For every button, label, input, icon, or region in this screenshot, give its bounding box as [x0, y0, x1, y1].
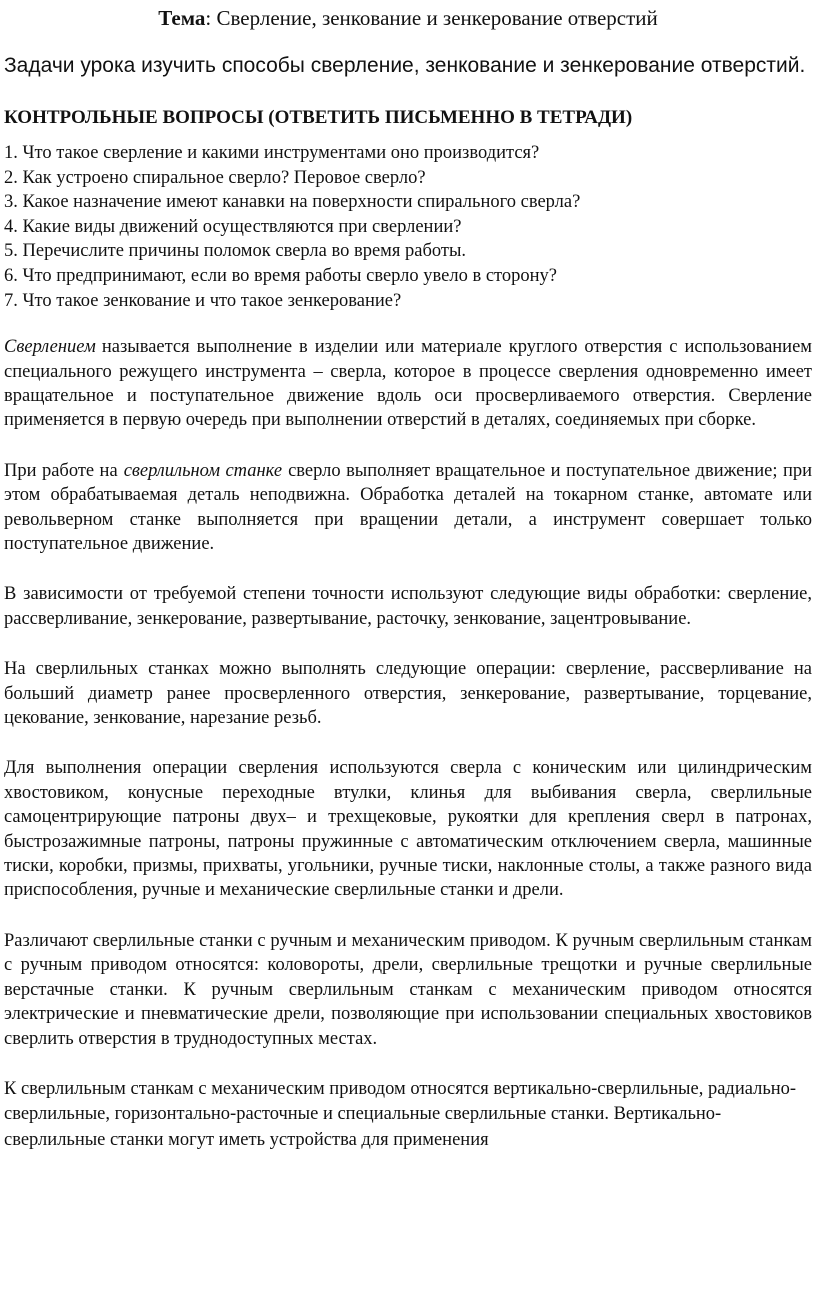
document-page	[0, 4, 816, 1294]
paragraph-mechanical-machines: К сверлильным станкам с механическим приводом относятся вертикально-сверлильные, радиально-сверлильные, горизонтально-расточные и специальные сверлильные станки. Вертикально-сверлильные станки могут иметь устройства для применения	[4, 1078, 797, 1150]
questions-list	[4, 141, 812, 313]
title-text: Сверление, зенкование и зенкерование отверстий	[216, 6, 658, 30]
paragraph-text: называется выполнение в изделии или материале круглого отверстия с использованием специального режущего инструмента – сверла, которое в процессе сверления одновременно имеет вращательное и поступательное движение вдоль оси просверливаемого отверстия. Сверление применяется в первую очередь при выполнении отверстий в деталях, соединяемых при сборке.	[4, 337, 812, 431]
term-drilling-machine: сверлильном станке	[123, 460, 283, 481]
questions-heading: КОНТРОЛЬНЫЕ ВОПРОСЫ (ОТВЕТИТЬ ПИСЬМЕННО В ТЕТРАДИ)	[4, 107, 633, 128]
question-item: 5. Перечислите причины поломок сверла во время работы.	[4, 241, 467, 262]
title-separator: :	[205, 6, 217, 30]
question-item: 6. Что предпринимают, если во время работы сверло увело в сторону?	[4, 265, 557, 286]
paragraph-drilling-machine	[4, 459, 812, 557]
paragraph-drilling-definition	[4, 335, 812, 433]
question-item: 1. Что такое сверление и какими инструментами оно производится?	[4, 143, 540, 163]
paragraph-text: сверло выполняет вращательное и поступательное движение; при этом обрабатываемая деталь неподвижна. Обработка деталей на токарном станке, автомате или револьверном станке выполняется при вращении детали, а инструмент совершает только поступательное движение.	[4, 460, 812, 554]
title-label: Тема	[158, 6, 206, 30]
lesson-tasks: Задачи урока изучить способы сверление, зенкование и зенкерование отверстий.	[4, 54, 806, 77]
paragraph-operations: На сверлильных станках можно выполнять следующие операции: сверление, рассверливание на больший диаметр ранее просверленного отверстия, зенкерование, развертывание, торцевание, цекование, зенкование, нарезание резьб.	[4, 659, 812, 729]
paragraph-manual-machines: Различают сверлильные станки с ручным и механическим приводом. К ручным сверлильным станкам с ручным приводом относятся: коловороты, дрели, сверлильные трещотки и ручные сверлильные верстачные станки. К ручным сверлильным станкам с механическим приводом относятся электрические и пневматические дрели, позволяющие при использовании специальных хвостовиков сверлить отверстия в труднодоступных местах.	[4, 930, 812, 1049]
question-item: 2. Как устроено спиральное сверло? Перовое сверло?	[4, 167, 426, 188]
paragraph-text: При работе на	[4, 460, 118, 481]
question-item: 4. Какие виды движений осуществляются при сверлении?	[4, 216, 462, 237]
question-item: 3. Какое назначение имеют канавки на поверхности спирального сверла?	[4, 192, 581, 213]
term-drilling: Сверлением	[4, 337, 96, 358]
page-title	[4, 4, 812, 32]
paragraph-processing-types: В зависимости от требуемой степени точности используют следующие виды обработки: сверление, рассверливание, зенкерование, развертывание, расточку, зенкование, зацентровывание.	[4, 584, 812, 629]
paragraph-tools: Для выполнения операции сверления используются сверла с коническим или цилиндрическим хвостовиком, конусные переходные втулки, клинья для выбивания сверла, сверлильные самоцентрирующие патроны двух– и трехщековые, рукоятки для крепления сверл в патронах, быстрозажимные патроны, патроны пружинные с автоматическим отключением сверла, машинные тиски, коробки, призмы, прихваты, угольники, ручные тиски, наклонные столы, а также разного вида приспособления, ручные и механические сверлильные станки и дрели.	[4, 758, 812, 901]
question-item: 7. Что такое зенкование и что такое зенкерование?	[4, 290, 402, 311]
